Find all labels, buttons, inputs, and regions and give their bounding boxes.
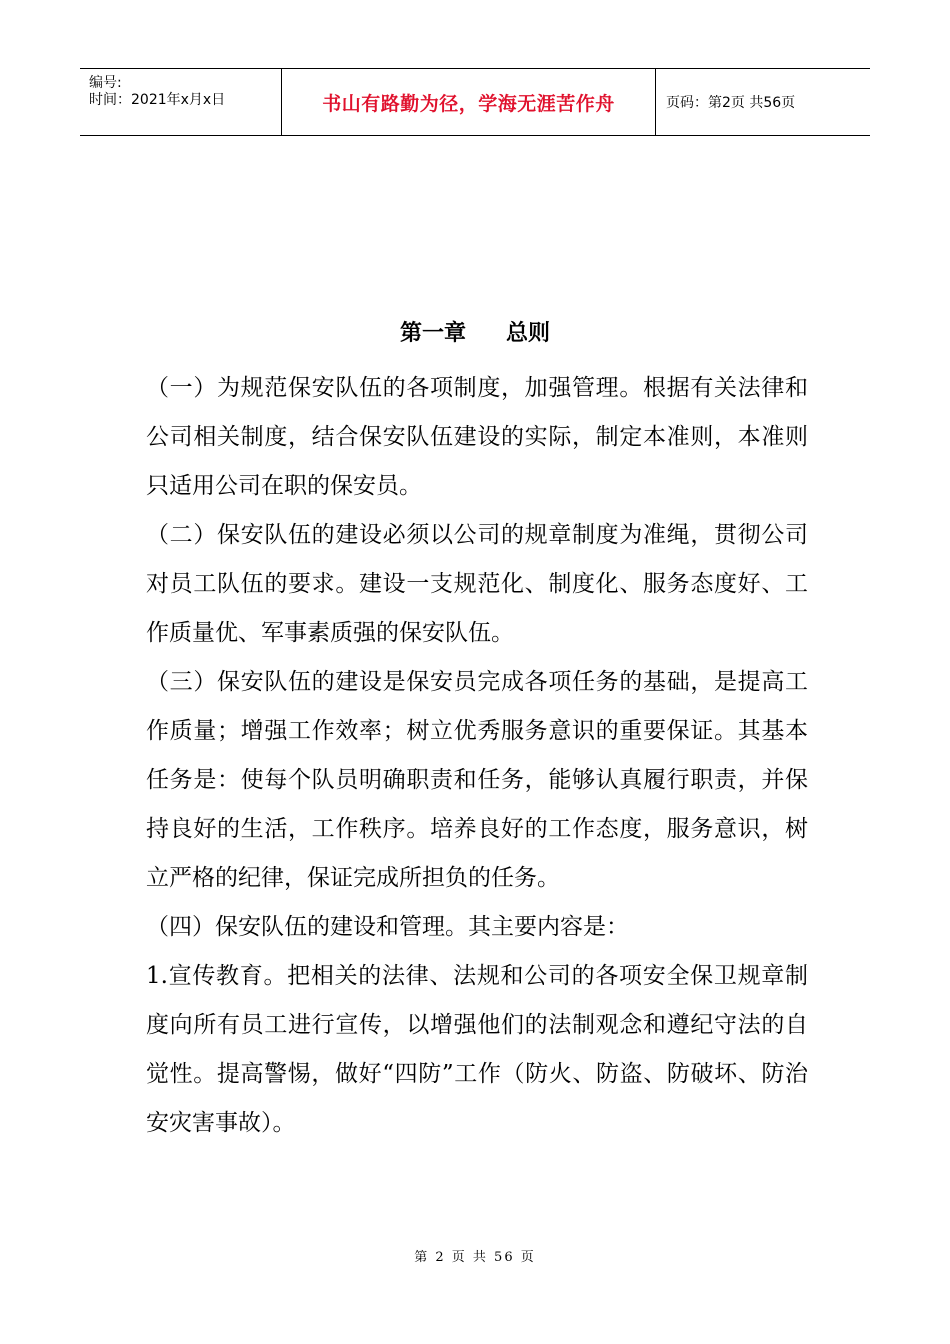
paragraph-5: 1.宣传教育。把相关的法律、法规和公司的各项安全保卫规章制度向所有员工进行宣传，以增强他们的法制观念和遵纪守法的自觉性。提高警惕，做好“四防”工作（防火、防盗、防破坏、防治安灾害事故）。 <box>146 963 808 1136</box>
paragraph-4: （四）保安队伍的建设和管理。其主要内容是： <box>146 914 629 940</box>
document-body <box>146 364 808 1148</box>
document-number-label: 编号: <box>89 75 122 91</box>
header-page-info: 页码：第2页 共56页 <box>666 95 796 111</box>
paragraph-1: （一）为规范保安队伍的各项制度，加强管理。根据有关法律和公司相关制度，结合保安队伍建设的实际，制定本准则，本准则只适用公司在职的保安员。 <box>146 375 808 499</box>
header-meta-cell <box>80 69 282 135</box>
chapter-name: 总则 <box>506 321 551 346</box>
header-motto: 书山有路勤为径，学海无涯苦作舟 <box>282 69 656 135</box>
chapter-title <box>0 314 950 354</box>
paragraph-2: （二）保安队伍的建设必须以公司的规章制度为准绳，贯彻公司对员工队伍的要求。建设一支规范化、制度化、服务态度好、工作质量优、军事素质强的保安队伍。 <box>146 522 808 646</box>
chapter-number: 第一章 <box>399 321 466 346</box>
page-footer: 第 2 页 共 56 页 <box>414 1250 536 1265</box>
document-header <box>80 68 870 136</box>
document-time-label: 时间：2021年x月x日 <box>89 92 226 108</box>
paragraph-3: （三）保安队伍的建设是保安员完成各项任务的基础，是提高工作质量；增强工作效率；树立优秀服务意识的重要保证。其基本任务是：使每个队员明确职责和任务，能够认真履行职责，并保持良好的生活，工作秩序。培养良好的工作态度，服务意识，树立严格的纪律，保证完成所担负的任务。 <box>146 669 808 891</box>
